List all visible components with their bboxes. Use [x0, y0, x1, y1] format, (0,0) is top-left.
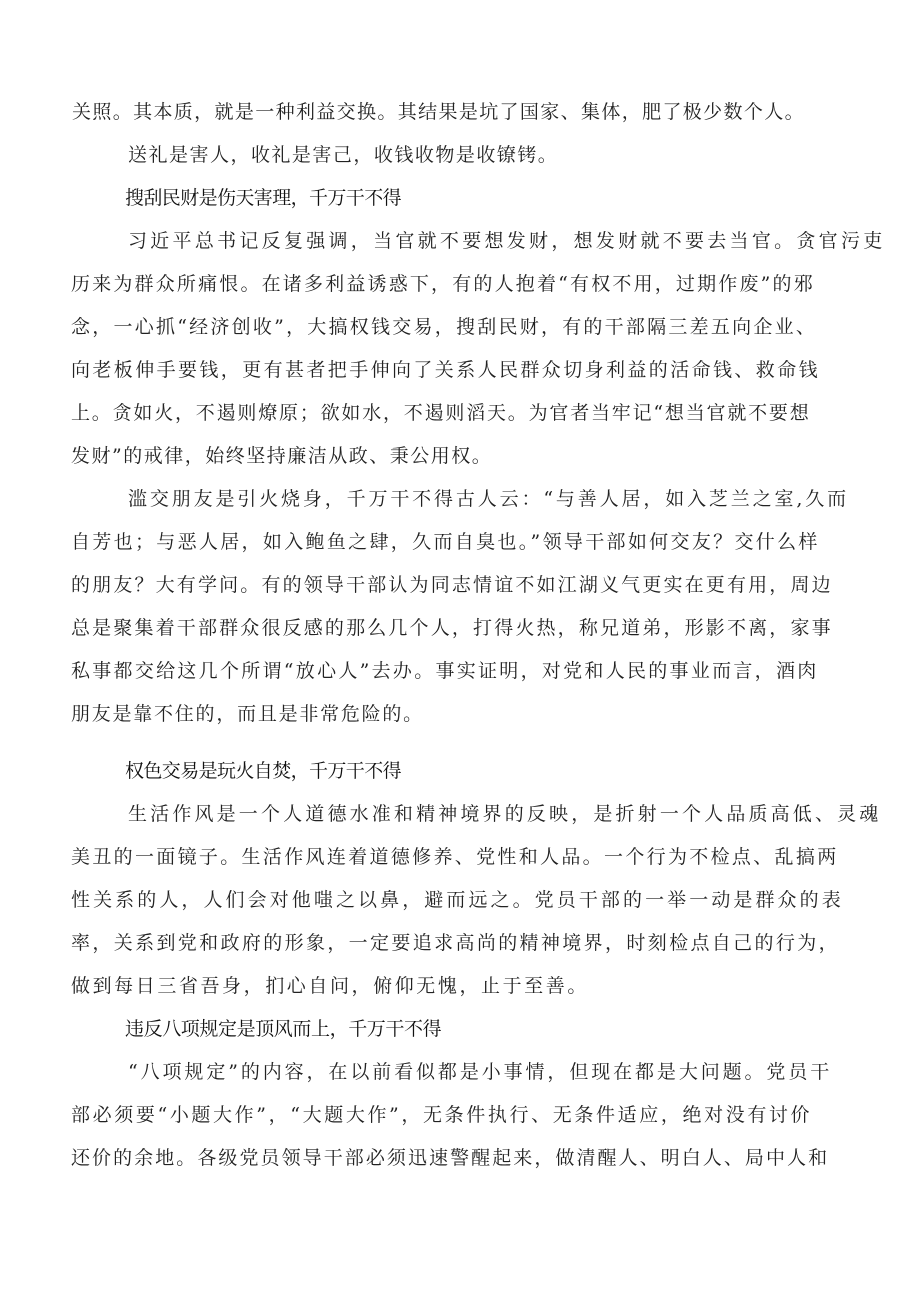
paragraph-line: 送礼是害人，收礼是害己，收钱收物是收镣铐。 — [128, 144, 559, 166]
paragraph-line: 做到每日三省吾身，扪心自问，俯仰无愧，止于至善。 — [71, 975, 589, 997]
paragraph-line: 自芳也；与恶人居，如入鲍鱼之肆，久而自臭也。”领导干部如何交友？交什么样 — [71, 531, 820, 553]
paragraph-line: 率，关系到党和政府的形象，一定要追求高尚的精神境界，时刻检点自己的行为， — [71, 932, 840, 954]
paragraph-line: 滥交朋友是引火烧身，千万干不得古人云：“与善人居，如入芝兰之室,久而 — [128, 488, 849, 510]
paragraph-line: 念，一心抓“经济创收”，大搞权钱交易，搜刮民财，有的干部隔三差五向企业、 — [71, 316, 818, 338]
paragraph-line: 向老板伸手要钱，更有甚者把手伸向了关系人民群众切身利益的活命钱、救命钱 — [71, 359, 821, 381]
paragraph-line: 美丑的一面镜子。生活作风连着道德修养、党性和人品。一个行为不检点、乱搞两 — [71, 846, 839, 868]
section-heading: 违反八项规定是顶风而上，千万干不得 — [125, 1018, 442, 1040]
paragraph-line: 总是聚集着干部群众很反感的那么几个人，打得火热，称兄道弟，形影不离，家事 — [71, 617, 833, 639]
paragraph-line: 历来为群众所痛恨。在诸多利益诱惑下，有的人抱着“有权不用，过期作废”的邪 — [71, 273, 815, 295]
paragraph-line: 私事都交给这几个所谓“放心人”去办。事实证明，对党和人民的事业而言，酒肉 — [71, 660, 819, 682]
paragraph-line: 发财”的戒律，始终坚持廉洁从政、秉公用权。 — [71, 445, 493, 467]
paragraph-line: 朋友是靠不住的，而且是非常危险的。 — [71, 703, 424, 725]
paragraph-line: 生活作风是一个人道德水准和精神境界的反映，是折射一个人品质高低、灵魂 — [128, 803, 882, 825]
paragraph-line: 上。贪如火，不遏则燎原；欲如水，不遏则滔天。为官者当牢记“想当官就不要想 — [71, 402, 811, 424]
paragraph-line: “八项规定”的内容，在以前看似都是小事情，但现在都是大问题。党员干 — [128, 1061, 833, 1083]
paragraph-line: 习近平总书记反复强调，当官就不要想发财，想发财就不要去当官。贪官污吏 — [128, 230, 886, 252]
paragraph-line: 的朋友？大有学问。有的领导干部认为同志情谊不如江湖义气更实在更有用，周边 — [71, 574, 833, 596]
section-heading: 权色交易是玩火自焚，千万干不得 — [125, 760, 402, 782]
paragraph-line: 部必须要“小题大作”，“大题大作”，无条件执行、无条件适应，绝对没有讨价 — [71, 1104, 813, 1126]
paragraph-line: 关照。其本质，就是一种利益交换。其结果是坑了国家、集体，肥了极少数个人。 — [72, 101, 805, 123]
paragraph-line: 性关系的人，人们会对他嗤之以鼻，避而远之。党员干部的一举一动是群众的表 — [71, 889, 844, 911]
paragraph-line: 还价的余地。各级党员领导干部必须迅速警醒起来，做清醒人、明白人、局中人和 — [71, 1147, 830, 1169]
section-heading: 搜刮民财是伤天害理，千万干不得 — [125, 187, 402, 209]
